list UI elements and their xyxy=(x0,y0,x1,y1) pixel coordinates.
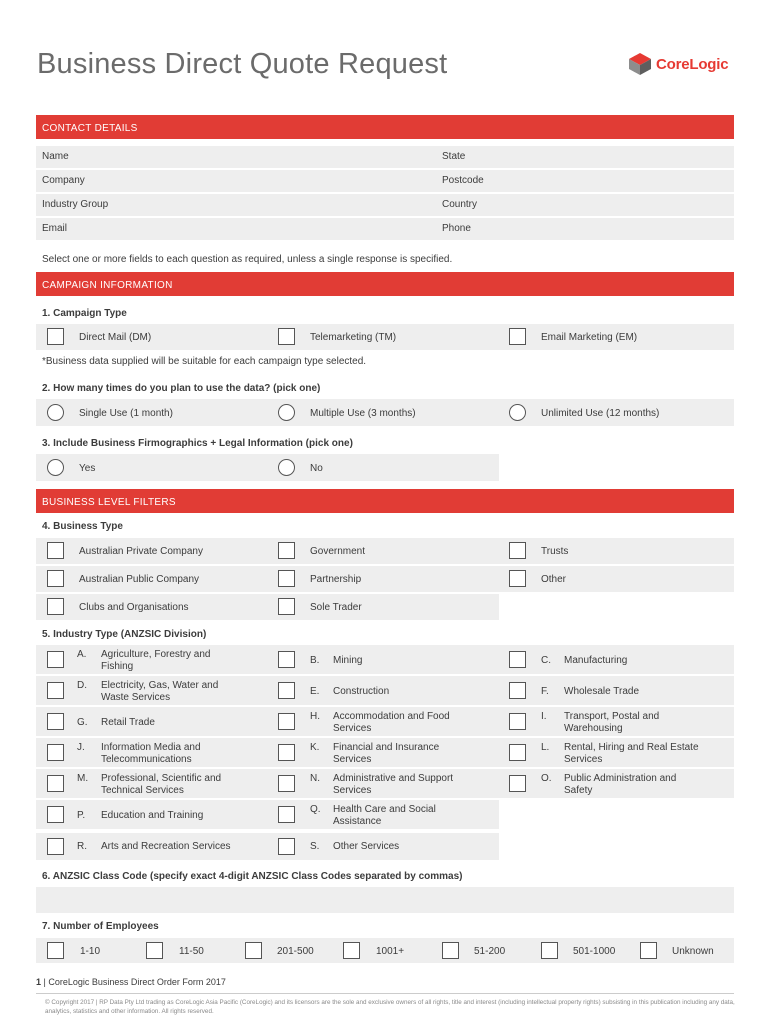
industry-i-letter: I. xyxy=(541,711,547,722)
industry-b-label: Mining xyxy=(333,655,363,666)
industry-g-letter: G. xyxy=(77,717,88,728)
partnership-checkbox[interactable] xyxy=(278,570,295,587)
industry-l-letter: L. xyxy=(541,742,550,753)
employees-11-50-label: 11-50 xyxy=(179,946,204,957)
industry-e-letter: E. xyxy=(310,686,320,697)
unlimited-use-label: Unlimited Use (12 months) xyxy=(541,408,660,419)
industry-d-label-line1: Electricity, Gas, Water and xyxy=(101,680,219,691)
postcode-label: Postcode xyxy=(442,175,484,186)
industry-a-checkbox[interactable] xyxy=(47,651,64,668)
industry-m-checkbox[interactable] xyxy=(47,775,64,792)
industry-c-checkbox[interactable] xyxy=(509,651,526,668)
industry-f-checkbox[interactable] xyxy=(509,682,526,699)
unlimited-use-radio[interactable] xyxy=(509,404,526,421)
industry-q-label-line1: Health Care and Social xyxy=(333,804,436,815)
page-number: 1 xyxy=(36,977,42,987)
usage-options xyxy=(36,399,734,426)
other-label: Other xyxy=(541,574,567,585)
corelogic-cube-logo-icon xyxy=(628,52,652,76)
email-marketing-checkbox[interactable] xyxy=(509,328,526,345)
contact-row-name[interactable] xyxy=(36,146,734,168)
business-type-row-1 xyxy=(36,538,734,564)
corelogic-logo xyxy=(628,52,728,76)
employees-11-50-checkbox[interactable] xyxy=(146,942,163,959)
industry-j-label-line2: Telecommunications xyxy=(101,754,192,765)
industry-h-checkbox[interactable] xyxy=(278,713,295,730)
no-radio[interactable] xyxy=(278,459,295,476)
telemarketing-label: Telemarketing (TM) xyxy=(310,332,397,343)
employees-unknown-label: Unknown xyxy=(672,946,714,957)
industry-row-3 xyxy=(36,707,734,736)
industry-j-checkbox[interactable] xyxy=(47,744,64,761)
footer-page-info xyxy=(36,977,226,987)
q7-label: 7. Number of Employees xyxy=(42,921,159,932)
industry-o-label-line2: Safety xyxy=(564,785,593,796)
employees-1-10-checkbox[interactable] xyxy=(47,942,64,959)
industry-l-label-line1: Rental, Hiring and Real Estate xyxy=(564,742,699,753)
contact-row-email[interactable] xyxy=(36,218,734,240)
industry-m-label-line1: Professional, Scientific and xyxy=(101,773,222,784)
industry-r-label: Arts and Recreation Services xyxy=(101,841,231,852)
industry-n-letter: N. xyxy=(310,773,320,784)
direct-mail-label: Direct Mail (DM) xyxy=(79,332,152,343)
industry-b-letter: B. xyxy=(310,655,320,666)
industry-e-label: Construction xyxy=(333,686,390,697)
page-title: Business Direct Quote Request xyxy=(37,48,448,80)
yes-radio[interactable] xyxy=(47,459,64,476)
footer-form-title: | CoreLogic Business Direct Order Form 2017 xyxy=(41,977,226,987)
employees-201-500-checkbox[interactable] xyxy=(245,942,262,959)
business-type-row-3 xyxy=(36,594,499,620)
industry-p-label: Education and Training xyxy=(101,810,204,821)
industry-g-checkbox[interactable] xyxy=(47,713,64,730)
yes-label: Yes xyxy=(79,463,96,474)
campaign-type-options xyxy=(36,324,734,350)
footer-divider xyxy=(36,993,734,994)
q5-label: 5. Industry Type (ANZSIC Division) xyxy=(42,629,207,640)
industry-r-letter: R. xyxy=(77,841,87,852)
industry-n-checkbox[interactable] xyxy=(278,775,295,792)
business-level-filters-heading: BUSINESS LEVEL FILTERS xyxy=(36,489,734,513)
australian-public-company-checkbox[interactable] xyxy=(47,570,64,587)
no-label: No xyxy=(310,463,323,474)
employees-1001-plus-label: 1001+ xyxy=(376,946,405,957)
industry-row-2 xyxy=(36,676,734,705)
q6-label: 6. ANZSIC Class Code (specify exact 4-digit ANZSIC Class Codes separated by commas) xyxy=(42,871,463,882)
clubs-and-organisations-checkbox[interactable] xyxy=(47,598,64,615)
copyright-text: © Copyright 2017 | RP Data Pty Ltd trading as CoreLogic Asia Pacific (CoreLogic) and its licensors are the sole and exclusive owners of all rights, title and interest (including intellectual property rights) subsisting in this publication including any data, analytics, statistics and other information. All rights reserved. xyxy=(45,999,735,1015)
employees-501-1000-label: 501-1000 xyxy=(573,946,616,957)
name-label: Name xyxy=(42,151,69,162)
industry-c-label: Manufacturing xyxy=(564,655,628,666)
industry-row-6 xyxy=(36,800,499,829)
industry-g-label: Retail Trade xyxy=(101,717,155,728)
sole-trader-label: Sole Trader xyxy=(310,602,362,613)
industry-q-checkbox[interactable] xyxy=(278,806,295,823)
employees-51-200-label: 51-200 xyxy=(474,946,506,957)
industry-d-label-line2: Waste Services xyxy=(101,692,171,703)
industry-e-checkbox[interactable] xyxy=(278,682,295,699)
government-label: Government xyxy=(310,546,366,557)
employees-201-500-label: 201-500 xyxy=(277,946,314,957)
industry-m-label-line2: Technical Services xyxy=(101,785,184,796)
q2-label: 2. How many times do you plan to use the data? (pick one) xyxy=(42,383,321,394)
industry-i-checkbox[interactable] xyxy=(509,713,526,730)
industry-q-label-line2: Assistance xyxy=(333,816,382,827)
trusts-label: Trusts xyxy=(541,546,569,557)
industry-j-letter: J. xyxy=(77,742,85,753)
industry-row-5 xyxy=(36,769,734,798)
logo-text: CoreLogic xyxy=(656,55,729,73)
q3-label: 3. Include Business Firmographics + Legal Information (pick one) xyxy=(42,438,353,449)
industry-s-label: Other Services xyxy=(333,841,400,852)
australian-public-company-label: Australian Public Company xyxy=(79,574,200,585)
partnership-label: Partnership xyxy=(310,574,362,585)
industry-o-checkbox[interactable] xyxy=(509,775,526,792)
industry-f-label: Wholesale Trade xyxy=(564,686,640,697)
industry-s-checkbox[interactable] xyxy=(278,838,295,855)
employees-1001-plus-checkbox[interactable] xyxy=(343,942,360,959)
q1-label: 1. Campaign Type xyxy=(42,308,127,319)
industry-n-label-line2: Services xyxy=(333,785,372,796)
australian-private-company-checkbox[interactable] xyxy=(47,542,64,559)
single-use-radio[interactable] xyxy=(47,404,64,421)
industry-group-label: Industry Group xyxy=(42,199,109,210)
multiple-use-label: Multiple Use (3 months) xyxy=(310,408,416,419)
other-checkbox[interactable] xyxy=(509,570,526,587)
multiple-use-radio[interactable] xyxy=(278,404,295,421)
industry-r-checkbox[interactable] xyxy=(47,838,64,855)
campaign-note: *Business data supplied will be suitable for each campaign type selected. xyxy=(42,356,367,367)
industry-k-checkbox[interactable] xyxy=(278,744,295,761)
q4-label: 4. Business Type xyxy=(42,521,123,532)
clubs-and-organisations-label: Clubs and Organisations xyxy=(79,602,189,613)
employee-count-options xyxy=(36,938,734,963)
campaign-information-heading: CAMPAIGN INFORMATION xyxy=(36,272,734,296)
employees-unknown-checkbox[interactable] xyxy=(640,942,657,959)
industry-c-letter: C. xyxy=(541,655,551,666)
state-label: State xyxy=(442,151,466,162)
industry-row-4 xyxy=(36,738,734,767)
phone-label: Phone xyxy=(442,223,471,234)
country-label: Country xyxy=(442,199,478,210)
industry-n-label-line1: Administrative and Support xyxy=(333,773,454,784)
industry-b-checkbox[interactable] xyxy=(278,651,295,668)
employees-501-1000-checkbox[interactable] xyxy=(541,942,558,959)
employees-1-10-label: 1-10 xyxy=(80,946,101,957)
industry-k-label-line2: Services xyxy=(333,754,372,765)
industry-o-label-line1: Public Administration and xyxy=(564,773,677,784)
industry-i-label-line1: Transport, Postal and xyxy=(564,711,660,722)
australian-private-company-label: Australian Private Company xyxy=(79,546,203,557)
industry-k-letter: K. xyxy=(310,742,320,753)
industry-i-label-line2: Warehousing xyxy=(564,723,623,734)
industry-row-7 xyxy=(36,833,499,860)
industry-p-checkbox[interactable] xyxy=(47,806,64,823)
government-checkbox[interactable] xyxy=(278,542,295,559)
telemarketing-checkbox[interactable] xyxy=(278,328,295,345)
trusts-checkbox[interactable] xyxy=(509,542,526,559)
industry-d-letter: D. xyxy=(77,680,87,691)
business-type-row-2 xyxy=(36,566,734,592)
industry-h-label-line2: Services xyxy=(333,723,372,734)
industry-q-letter: Q. xyxy=(310,804,321,815)
firmographics-options xyxy=(36,454,499,481)
employees-51-200-checkbox[interactable] xyxy=(442,942,459,959)
industry-m-letter: M. xyxy=(77,773,89,784)
industry-h-letter: H. xyxy=(310,711,320,722)
industry-j-label-line1: Information Media and xyxy=(101,742,201,753)
email-label: Email xyxy=(42,223,68,234)
industry-k-label-line1: Financial and Insurance xyxy=(333,742,440,753)
industry-o-letter: O. xyxy=(541,773,552,784)
industry-l-checkbox[interactable] xyxy=(509,744,526,761)
industry-p-letter: P. xyxy=(77,810,86,821)
single-use-label: Single Use (1 month) xyxy=(79,408,173,419)
instruction-text: Select one or more fields to each question as required, unless a single response is specified. xyxy=(42,254,453,265)
sole-trader-checkbox[interactable] xyxy=(278,598,295,615)
industry-s-letter: S. xyxy=(310,841,320,852)
industry-a-label-line1: Agriculture, Forestry and xyxy=(101,649,211,660)
industry-l-label-line2: Services xyxy=(564,754,603,765)
contact-details-heading: CONTACT DETAILS xyxy=(36,115,734,139)
anzsic-class-code-input[interactable] xyxy=(36,887,734,913)
industry-a-label-line2: Fishing xyxy=(101,661,134,672)
industry-h-label-line1: Accommodation and Food xyxy=(333,711,450,722)
contact-row-company[interactable] xyxy=(36,170,734,192)
company-label: Company xyxy=(42,175,85,186)
industry-row-1 xyxy=(36,645,734,674)
email-marketing-label: Email Marketing (EM) xyxy=(541,332,638,343)
industry-a-letter: A. xyxy=(77,649,87,660)
industry-f-letter: F. xyxy=(541,686,549,697)
industry-d-checkbox[interactable] xyxy=(47,682,64,699)
direct-mail-checkbox[interactable] xyxy=(47,328,64,345)
contact-row-industry[interactable] xyxy=(36,194,734,216)
